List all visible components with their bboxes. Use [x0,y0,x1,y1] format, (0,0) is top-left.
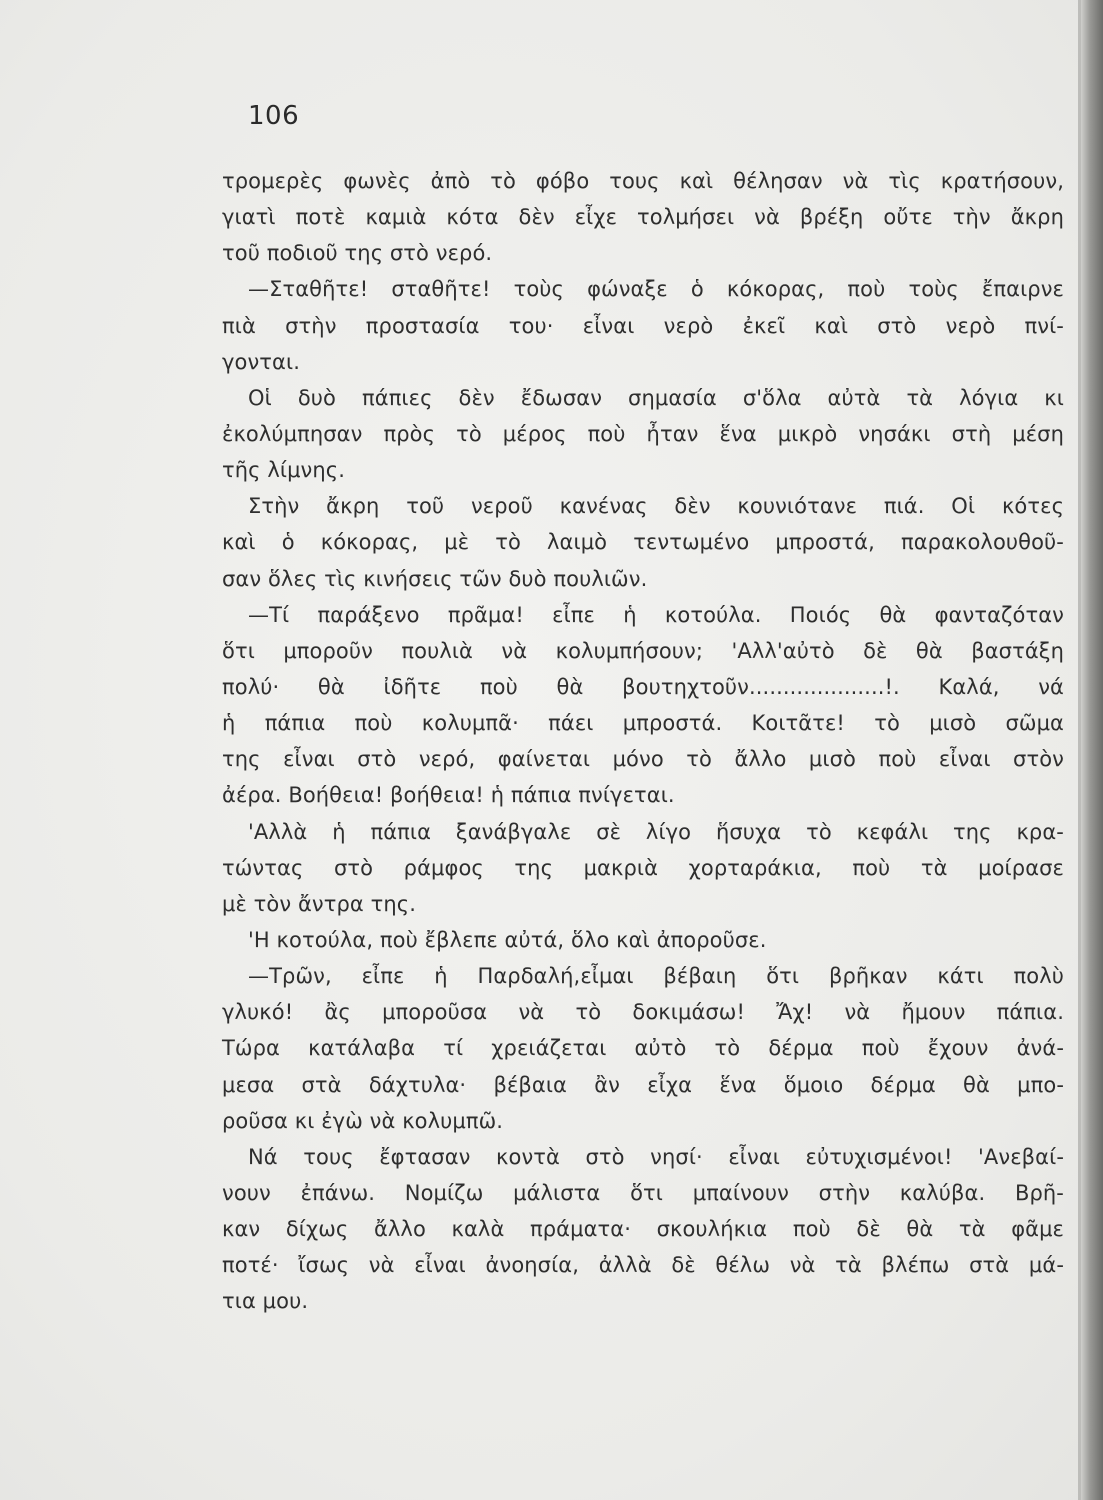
text-line: γλυκό! ἂς μποροῦσα νὰ τὸ δοκιμάσω! Ἄχ! νὰ ἤμουν πάπια. [222,1000,1064,1025]
text-line: πολύ· θὰ ἰδῆτε ποὺ θὰ βουτηχτοῦν....................!. Καλά, νά [222,674,1064,699]
text-line: Τώρα κατάλαβα τί χρειάζεται αὐτὸ τὸ δέρμα ποὺ ἔχουν ἀνά- [222,1036,1064,1061]
text-line: ὅτι μποροῦν πουλιὰ νὰ κολυμπήσουν; 'Αλλ'αὐτὸ δὲ θὰ βαστάξη [222,638,1064,663]
text-line: γιατὶ ποτὲ καμιὰ κότα δὲν εἶχε τολμήσει νὰ βρέξη οὔτε τὴν ἄκρη [222,205,1064,230]
text-line: μὲ τὸν ἄντρα της. [222,891,417,916]
text-line: της εἶναι στὸ νερό, φαίνεται μόνο τὸ ἄλλο μισὸ ποὺ εἶναι στὸν [222,747,1064,772]
body-text [222,163,1064,1320]
text-line: —Τρῶν, εἶπε ἡ Παρδαλή,εἶμαι βέβαιη ὅτι βρῆκαν κάτι πολὺ [248,964,1064,989]
text-line: 'Η κοτούλα, ποὺ ἔβλεπε αὐτά, ὅλο καὶ ἀποροῦσε. [248,927,767,952]
text-line: καὶ ὁ κόκορας, μὲ τὸ λαιμὸ τεντωμένο μπροστά, παρακολουθοῦ- [222,530,1064,555]
text-line: ποτέ· ἴσως νὰ εἶναι ἀνοησία, ἀλλὰ δὲ θέλω νὰ τὰ βλέπω στὰ μά- [222,1253,1064,1278]
text-line: 'Αλλὰ ἡ πάπια ξανάβγαλε σὲ λίγο ἥσυχα τὸ κεφάλι της κρα- [248,819,1064,844]
text-line: Οἱ δυὸ πάπιες δὲν ἔδωσαν σημασία σ'ὅλα αὐτὰ τὰ λόγια κι [248,385,1064,410]
page-number: 106 [248,101,300,131]
book-spine-shadow [1081,0,1103,1500]
text-line: Στὴν ἄκρη τοῦ νεροῦ κανένας δὲν κουνιότανε πιά. Οἱ κότες [248,494,1064,519]
text-line: μεσα στὰ δάχτυλα· βέβαια ἂν εἶχα ἕνα ὅμοιο δέρμα θὰ μπο- [222,1072,1064,1097]
text-line: —Τί παράξενο πρᾶμα! εἶπε ἡ κοτούλα. Ποιός θὰ φανταζόταν [248,602,1064,627]
text-line: τοῦ ποδιοῦ της στὸ νερό. [222,241,493,266]
text-line: ἐκολύμπησαν πρὸς τὸ μέρος ποὺ ἦταν ἕνα μικρὸ νησάκι στὴ μέση [222,421,1064,446]
text-line: ἀέρα. Βοήθεια! βοήθεια! ἡ πάπια πνίγεται. [222,783,675,808]
text-line: ἡ πάπια ποὺ κολυμπᾶ· πάει μπροστά. Κοιτᾶτε! τὸ μισὸ σῶμα [222,711,1064,736]
text-line: πιὰ στὴν προστασία του· εἶναι νερὸ ἐκεῖ καὶ στὸ νερὸ πνί- [222,313,1064,338]
text-line: —Σταθῆτε! σταθῆτε! τοὺς φώναξε ὁ κόκορας, ποὺ τοὺς ἔπαιρνε [248,277,1064,302]
text-line: καν δίχως ἄλλο καλὰ πράματα· σκουλήκια ποὺ δὲ θὰ τὰ φᾶμε [222,1217,1064,1242]
text-line: τῆς λίμνης. [222,458,345,483]
text-line: τια μου. [222,1289,309,1314]
text-line: Νά τους ἔφτασαν κοντὰ στὸ νησί· εἶναι εὐτυχισμένοι! 'Ανεβαί- [248,1144,1064,1169]
text-line: νουν ἐπάνω. Νομίζω μάλιστα ὅτι μπαίνουν στὴν καλύβα. Βρῆ- [222,1180,1064,1205]
text-line: γονται. [222,349,300,374]
text-line: σαν ὅλες τὶς κινήσεις τῶν δυὸ πουλιῶν. [222,566,648,591]
text-line: τρομερὲς φωνὲς ἀπὸ τὸ φόβο τους καὶ θέλησαν νὰ τὶς κρατήσουν, [222,169,1064,193]
text-line: τώντας στὸ ράμφος της μακριὰ χορταράκια, ποὺ τὰ μοίρασε [222,855,1064,880]
text-line: ροῦσα κι ἐγὼ νὰ κολυμπῶ. [222,1108,504,1133]
